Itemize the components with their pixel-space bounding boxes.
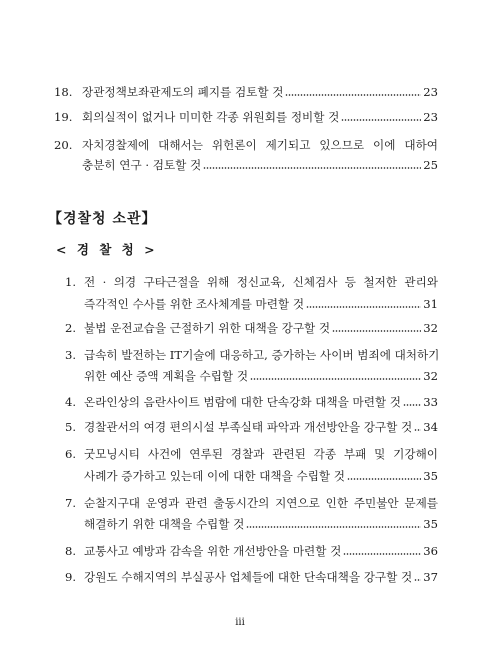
section-title: 【경찰청 소관】 <box>48 211 157 227</box>
agency-title: < 경 찰 청 > <box>56 242 158 257</box>
entry-page: 35 <box>423 517 438 531</box>
entry-text: 해결하기 위한 대책을 수립할 것 <box>84 517 245 531</box>
entry-page: 36 <box>423 544 438 558</box>
dot-leader <box>306 306 421 308</box>
entry-text: 강원도 수해지역의 부실공사 업체들에 대한 단속대책을 강구할 것 <box>84 570 413 584</box>
entry-number: 1. <box>65 275 77 289</box>
entry-number: 7. <box>65 496 77 510</box>
entry-line <box>84 321 438 335</box>
entry-page: 31 <box>423 297 438 311</box>
entry-page: 37 <box>423 570 438 584</box>
dot-leader <box>403 404 421 406</box>
dot-leader <box>414 579 421 581</box>
entry-number: 8. <box>65 544 77 558</box>
dot-leader <box>414 429 421 431</box>
entry-number: 9. <box>65 570 77 584</box>
entry-number: 2. <box>65 321 77 335</box>
entry-line <box>84 420 438 434</box>
entry-line <box>84 395 438 409</box>
dot-leader <box>341 119 421 121</box>
entry-line <box>84 297 438 311</box>
dot-leader <box>332 330 421 332</box>
entry-text: 자치경찰제에 대해서는 위헌론이 제기되고 있으므로 이에 대하여 <box>82 138 438 152</box>
entry-page: 23 <box>423 110 438 124</box>
entry-text: 급속히 발전하는 IT기술에 대응하고, 증가하는 사이버 범죄에 대처하기 <box>84 348 440 362</box>
entry-line <box>84 517 438 531</box>
dot-leader <box>250 378 421 380</box>
entry-text: 순찰지구대 운영과 관련 출동시간의 지연으로 인한 주민불안 문제를 <box>84 496 438 510</box>
entry-number: 4. <box>65 395 77 409</box>
entry-text: 온라인상의 음란사이트 범람에 대한 단속강화 대책을 마련할 것 <box>84 395 401 409</box>
entry-text: 충분히 연구 · 검토할 것 <box>82 158 202 172</box>
entry-number: 5. <box>65 420 77 434</box>
entry-page: 32 <box>423 369 438 383</box>
entry-text: 불법 운전교습을 근절하기 위한 대책을 강구할 것 <box>84 321 331 335</box>
entry-line <box>82 85 438 99</box>
entry-page: 25 <box>423 158 438 172</box>
dot-leader <box>347 478 421 480</box>
entry-page: 34 <box>423 420 438 434</box>
entry-text: 굿모닝시티 사건에 연루된 경찰과 관련된 각종 부패 및 기강해이 <box>84 447 438 461</box>
entry-text: 전 · 의경 구타근절을 위해 정신교육, 신체검사 등 철저한 관리와 <box>84 275 438 289</box>
entry-text: 즉각적인 수사를 위한 조사체계를 마련할 것 <box>84 297 305 311</box>
page-number: iii <box>235 617 245 628</box>
entry-line <box>82 110 438 124</box>
entry-line <box>84 369 438 383</box>
entry-line <box>84 544 438 558</box>
entry-text: 회의실적이 없거나 미미한 각종 위원회를 정비할 것 <box>82 110 340 124</box>
dot-leader <box>203 167 421 169</box>
entry-text: 사례가 증가하고 있는데 이에 대한 대책을 수립할 것 <box>84 469 345 483</box>
dot-leader <box>343 553 421 555</box>
entry-line <box>84 570 438 584</box>
entry-text: 위한 예산 증액 계획을 수립할 것 <box>84 369 249 383</box>
entry-number: 18. <box>54 85 73 99</box>
entry-text: 경찰관서의 여경 편의시설 부족실태 파악과 개선방안을 강구할 것 <box>84 420 413 434</box>
entry-page: 35 <box>423 469 438 483</box>
entry-text: 교통사고 예방과 감속을 위한 개선방안을 마련할 것 <box>84 544 342 558</box>
entry-number: 20. <box>54 138 73 152</box>
entry-number: 19. <box>54 110 73 124</box>
entry-line <box>84 469 438 483</box>
entry-page: 23 <box>423 85 438 99</box>
dot-leader <box>246 526 421 528</box>
entry-page: 32 <box>423 321 438 335</box>
entry-page: 33 <box>423 395 438 409</box>
entry-number: 3. <box>65 348 77 362</box>
entry-line <box>82 158 438 172</box>
entry-number: 6. <box>65 447 77 461</box>
dot-leader <box>285 94 421 96</box>
entry-text: 장관정책보좌관제도의 폐지를 검토할 것 <box>82 85 284 99</box>
